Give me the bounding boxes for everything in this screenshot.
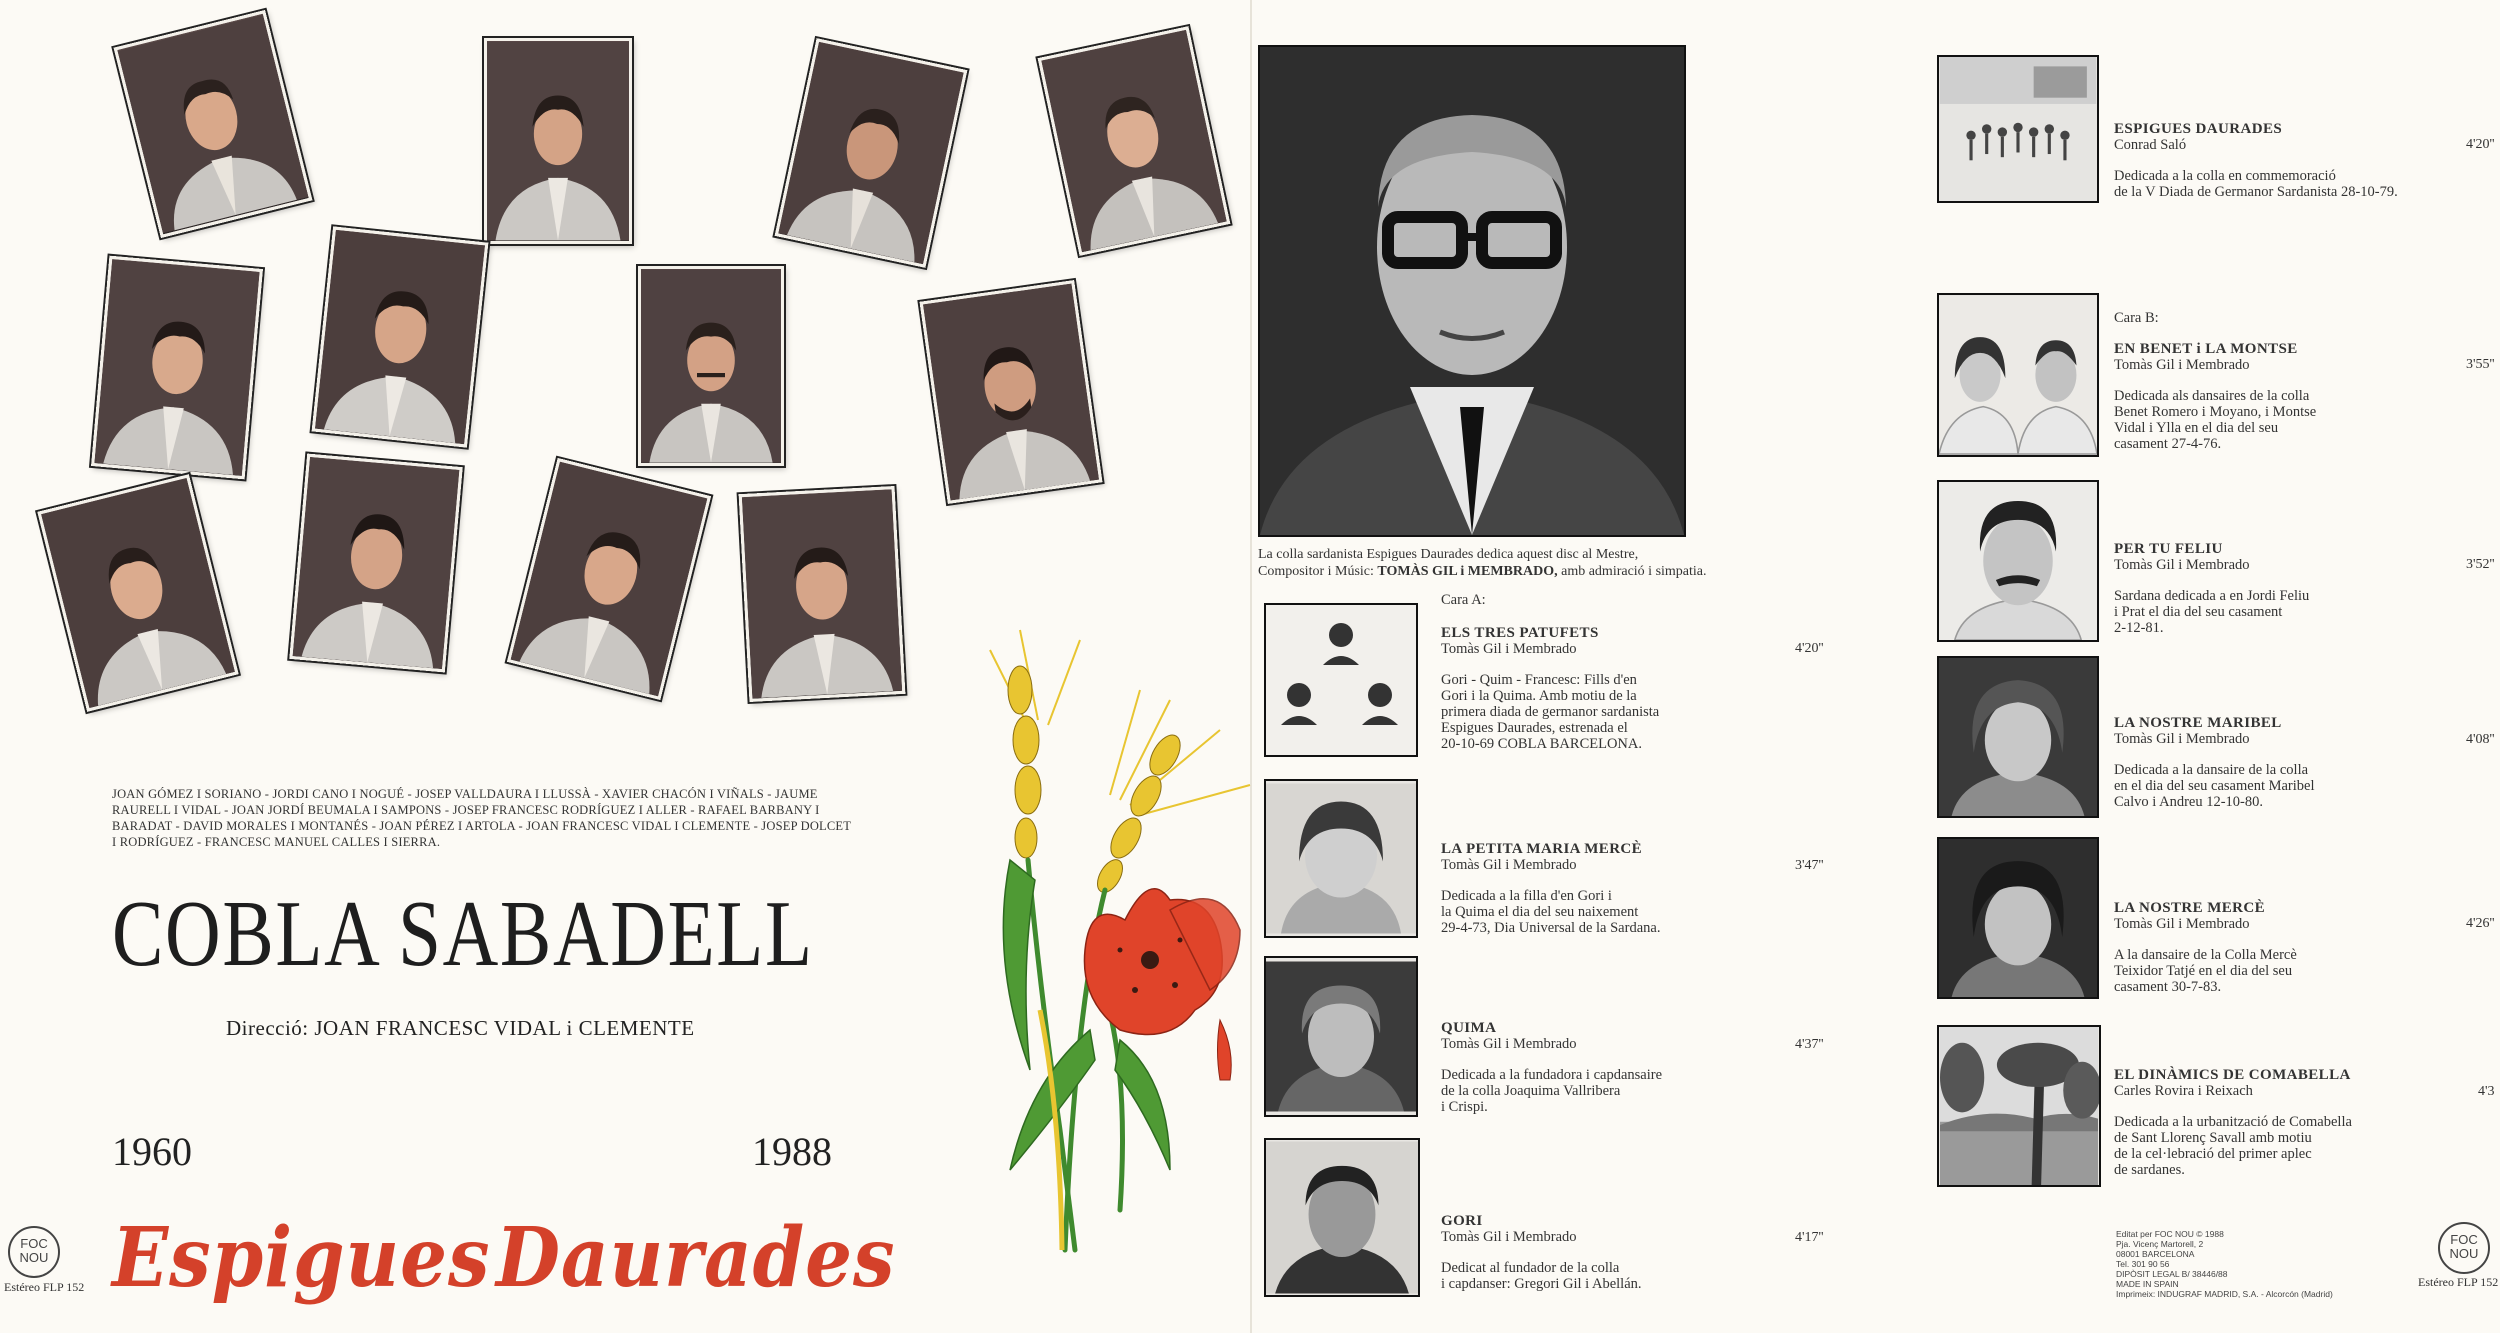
side-b-label: Cara B:: [2114, 310, 2159, 326]
track-photo: [1264, 956, 1418, 1117]
members-credit: JOAN GÓMEZ I SORIANO - JORDI CANO I NOGUÉ - JOSEP VALLDAURA I LLUSSÀ - XAVIER CHACÓN I VIÑALS - JAUME RAURELL I VIDAL - JOAN JORDÍ BEUMALA I SAMPONS - JOSEP FRANCESC RODRÍGUEZ I ALLER - RAFAEL BARBANY I BARADAT - DAVID MORALES I MONTANÉS - JOAN PÉREZ I ARTOLA - JOAN FRANCESC VIDAL I CLEMENTE - JOSEP DOLCET I RODRÍGUEZ - FRANCESC MANUEL CALLES I SIERRA.: [112, 787, 851, 849]
album-title-word2: Daurades: [496, 1210, 896, 1306]
member-photo: [91, 256, 263, 480]
track-photo: [1937, 656, 2099, 818]
direction-credit: Direcció: JOAN FRANCESC VIDAL i CLEMENTE: [226, 1016, 695, 1040]
member-photo: [920, 280, 1103, 504]
track-quima: QUIMA Tomàs Gil i Membrado Dedicada a la fundadora i capdansaire de la colla Joaquima Vallribera i Crispi.: [1441, 1020, 1663, 1115]
track-la-nostre-maribel: LA NOSTRE MARIBEL Tomàs Gil i Membrado Dedicada a la dansaire de la colla en el dia del seu casament Maribel Calvo i Andreu 12-10-80.: [2114, 715, 2315, 810]
track-duration: 4'17'': [1795, 1230, 1824, 1245]
track-duration: 3'52'': [2466, 557, 2495, 572]
track-photo: [1937, 55, 2099, 203]
year-end: 1988: [752, 1129, 832, 1174]
publisher-imprint: Editat per FOC NOU © 1988 Pja. Vicenç Martorell, 2 08001 BARCELONA Tel. 301 90 56 DIPÒSIT LEGAL B/ 38446/88 MADE IN SPAIN Imprimeix: INDUGRAF MADRID, S.A. - Alcorcón (Madrid): [2116, 1229, 2333, 1299]
track-els-tres-patufets: ELS TRES PATUFETS Tomàs Gil i Membrado Gori - Quim - Francesc: Fills d'en Gori i la Quima. Amb motiu de la primera diada de germanor sardanista Espigues Daurades, estrenada el 20-10-69 COBLA BARCELONA.: [1441, 625, 1660, 752]
year-start: 1960: [112, 1129, 192, 1174]
wheat-poppy-illustration: [970, 610, 1260, 1260]
track-duration: 4'26'': [2466, 916, 2495, 931]
track-photo: [1264, 1138, 1420, 1297]
member-photo: [37, 474, 238, 712]
track-photo: [1264, 779, 1418, 938]
track-photo: [1937, 293, 2099, 457]
side-a-label: Cara A:: [1441, 592, 1486, 608]
track-photo: [1937, 1025, 2101, 1187]
track-photo: [1937, 837, 2099, 999]
dedication-caption: La colla sardanista Espigues Daurades dedica aquest disc al Mestre, Compositor i Músic: TOMÀS GIL i MEMBRADO, amb admiració i simpatia.: [1258, 547, 1707, 579]
track-espigues-daurades: ESPIGUES DAURADES Conrad Saló Dedicada a la colla en commemoració de la V Diada de Germanor Sardanista 28-10-79.: [2114, 121, 2398, 200]
track-photo: [1937, 480, 2099, 642]
track-duration: 3'47'': [1795, 858, 1824, 873]
member-photo: [312, 226, 489, 447]
member-photo: [484, 38, 632, 244]
dedicatee-portrait: [1258, 45, 1686, 537]
track-la-nostre-merce: LA NOSTRE MERCÈ Tomàs Gil i Membrado A la dansaire de la Colla Mercè Teixidor Tatjé en el dia del seu casament 30-7-83.: [2114, 900, 2297, 995]
member-photo: [638, 266, 784, 466]
track-duration: 4'08'': [2466, 732, 2495, 747]
track-el-dinamics-de-comabella: EL DINÀMICS DE COMABELLA Carles Rovira i Reixach Dedicada a la urbanització de Comabella de Sant Llorenç Savall amb motiu de la cel·lebració del primer aplec de sardanes.: [2114, 1067, 2352, 1178]
foc-nou-logo-icon: FOC NOU: [8, 1226, 60, 1278]
track-duration: 4'3: [2478, 1084, 2495, 1099]
member-photo: [289, 454, 462, 673]
track-photo: [1264, 603, 1418, 757]
member-photo: [1038, 26, 1231, 256]
member-photo: [775, 38, 968, 268]
album-title-word1: Espigues: [112, 1210, 491, 1306]
member-photo: [114, 10, 313, 238]
track-en-benet-i-la-montse: EN BENET i LA MONTSE Tomàs Gil i Membrado Dedicada als dansaires de la colla Benet Romero i Moyano, i Montse Vidal i Ylla en el dia del seu casament 27-4-76.: [2114, 341, 2317, 452]
track-duration: 4'20'': [1795, 641, 1824, 656]
member-photo: [739, 486, 906, 702]
track-gori: GORI Tomàs Gil i Membrado Dedicat al fundador de la colla i capdanser: Gregori Gil i Abellán.: [1441, 1213, 1642, 1292]
catalog-number: Estéreo FLP 152: [4, 1280, 85, 1294]
band-title: COBLA SABADELL: [112, 882, 814, 986]
catalog-number: Estéreo FLP 152: [2418, 1275, 2499, 1289]
track-duration: 3'55'': [2466, 357, 2495, 372]
track-per-tu-feliu: PER TU FELIU Tomàs Gil i Membrado Sardana dedicada a en Jordi Feliu i Prat el dia del seu casament 2-12-81.: [2114, 541, 2310, 636]
track-duration: 4'37'': [1795, 1037, 1824, 1052]
track-duration: 4'20'': [2466, 137, 2495, 152]
track-la-petita-maria-merce: LA PETITA MARIA MERCÈ Tomàs Gil i Membrado Dedicada a la filla d'en Gori i la Quima el dia del seu naixement 29-4-73, Dia Universal de la Sardana.: [1441, 841, 1661, 936]
member-photo: [507, 458, 711, 700]
foc-nou-logo-icon: FOC NOU: [2438, 1222, 2490, 1274]
